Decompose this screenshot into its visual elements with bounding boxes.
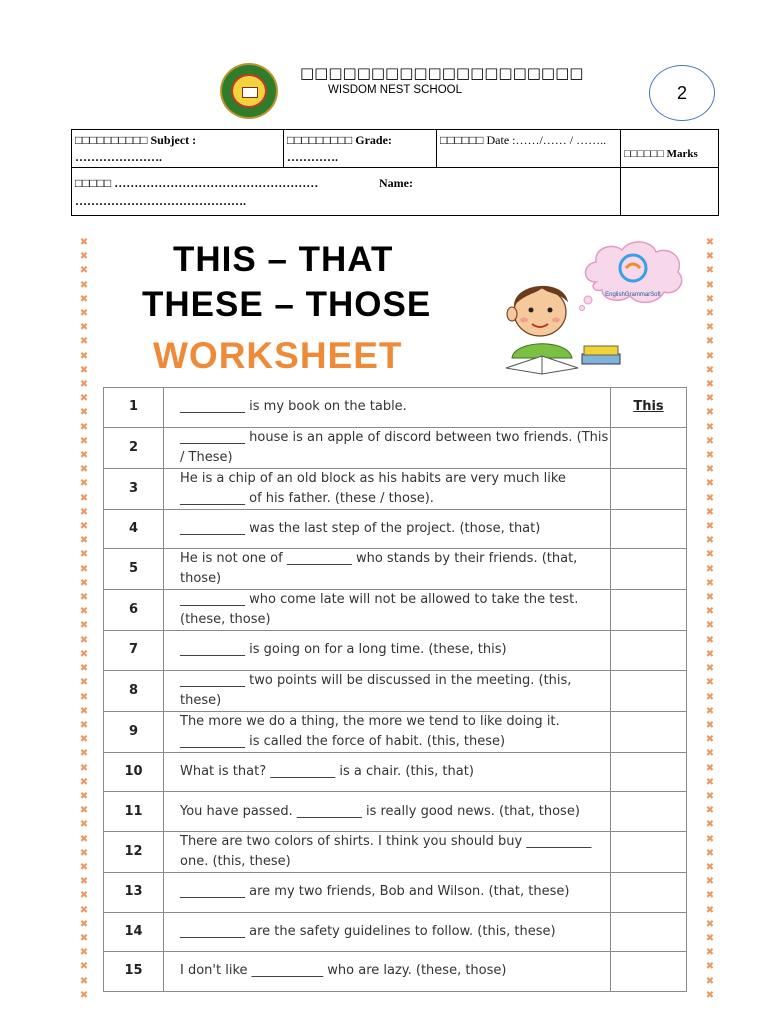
table-row: [104, 872, 687, 912]
left-border-decoration: ✖ ✖ ✖ ✖ ✖ ✖ ✖ ✖ ✖ ✖ ✖ ✖ ✖ ✖ ✖ ✖ ✖ ✖ ✖ ✖ ✖ ✖ ✖ ✖ ✖ ✖ ✖ ✖ ✖ ✖ ✖ ✖ ✖ ✖ ✖ ✖ ✖ ✖ ✖ ✖ ✖ ✖ ✖ ✖ ✖ ✖ ✖ ✖ ✖ ✖ ✖ ✖ ✖ ✖: [79, 237, 89, 1001]
table-row: [104, 427, 687, 468]
question-number: 11: [104, 792, 164, 832]
student-reading-icon: [498, 272, 628, 376]
answer-cell[interactable]: [611, 631, 687, 671]
question-text: What is that? __________ is a chair. (this, that): [164, 752, 611, 792]
worksheet-title-line3: WORKSHEET: [153, 335, 403, 376]
name-label: Name:: [379, 176, 413, 190]
school-name-native: □□□□□□□□□□□□□□□□□□□□: [300, 64, 584, 82]
question-text: You have passed. __________ is really good news. (that, those): [164, 792, 611, 832]
right-border-decoration: ✖ ✖ ✖ ✖ ✖ ✖ ✖ ✖ ✖ ✖ ✖ ✖ ✖ ✖ ✖ ✖ ✖ ✖ ✖ ✖ ✖ ✖ ✖ ✖ ✖ ✖ ✖ ✖ ✖ ✖ ✖ ✖ ✖ ✖ ✖ ✖ ✖ ✖ ✖ ✖ ✖ ✖ ✖ ✖ ✖ ✖ ✖ ✖ ✖ ✖ ✖ ✖ ✖ ✖: [705, 237, 715, 1001]
question-text: __________ is my book on the table.: [164, 388, 611, 428]
question-text: There are two colors of shirts. I think you should buy __________ one. (this, these): [164, 831, 611, 872]
school-logo: [220, 63, 278, 119]
table-row: [104, 831, 687, 872]
answer-cell[interactable]: [611, 468, 687, 509]
table-row: [104, 590, 687, 631]
page-number: 2: [649, 65, 715, 121]
answer-cell[interactable]: [611, 427, 687, 468]
question-number: 1: [104, 388, 164, 428]
answer-cell[interactable]: [611, 752, 687, 792]
answer-cell[interactable]: This: [611, 388, 687, 428]
date-field[interactable]: □□□□□□ Date :……/…… / ……..: [440, 133, 607, 147]
table-row: [104, 670, 687, 711]
marks-label: □□□□□□ Marks: [624, 148, 698, 160]
answer-cell[interactable]: [611, 952, 687, 992]
answer-cell[interactable]: [611, 792, 687, 832]
question-number: 5: [104, 549, 164, 590]
answer-cell[interactable]: [611, 912, 687, 952]
question-text: __________ who come late will not be allowed to take the test. (these, those): [164, 590, 611, 631]
answer-cell[interactable]: [611, 549, 687, 590]
question-number: 8: [104, 670, 164, 711]
table-row: [104, 388, 687, 428]
answer-cell[interactable]: [611, 831, 687, 872]
question-number: 14: [104, 912, 164, 952]
question-text: __________ house is an apple of discord between two friends. (This / These): [164, 427, 611, 468]
question-text: He is not one of __________ who stands by their friends. (that, those): [164, 549, 611, 590]
answer-cell[interactable]: [611, 711, 687, 752]
question-number: 6: [104, 590, 164, 631]
table-row: [104, 631, 687, 671]
question-number: 13: [104, 872, 164, 912]
book-icon: [242, 87, 258, 98]
question-number: 12: [104, 831, 164, 872]
answer-cell[interactable]: [611, 590, 687, 631]
name-native-field[interactable]: □□□□□ ……………………………………………: [75, 176, 319, 190]
subject-field[interactable]: □□□□□□□□□□ Subject : ………………….: [75, 133, 197, 164]
question-number: 7: [104, 631, 164, 671]
school-name: WISDOM NEST SCHOOL: [328, 84, 462, 96]
answer-cell[interactable]: [611, 670, 687, 711]
logo-emblem-icon: [231, 74, 267, 108]
question-number: 10: [104, 752, 164, 792]
question-text: __________ was the last step of the project. (those, that): [164, 509, 611, 549]
question-text: I don't like ___________ who are lazy. (these, those): [164, 952, 611, 992]
table-row: [104, 952, 687, 992]
question-text: __________ is going on for a long time. (these, this): [164, 631, 611, 671]
question-text: __________ two points will be discussed in the meeting. (this, these): [164, 670, 611, 711]
brand-text: EnglishGrammarSoft: [605, 292, 661, 298]
table-row: [104, 792, 687, 832]
student-info-table: [71, 129, 719, 216]
question-number: 4: [104, 509, 164, 549]
table-row: [104, 912, 687, 952]
question-text: He is a chip of an old block as his habits are very much like __________ of his father. (these / those).: [164, 468, 611, 509]
name-field[interactable]: …………………………………….: [75, 194, 246, 208]
answer-cell[interactable]: [611, 872, 687, 912]
question-text: __________ are the safety guidelines to follow. (this, these): [164, 912, 611, 952]
table-row: [104, 711, 687, 752]
table-row: [104, 752, 687, 792]
grade-field[interactable]: □□□□□□□□□ Grade: ………….: [287, 133, 392, 164]
table-row: [104, 509, 687, 549]
table-row: [104, 468, 687, 509]
question-number: 15: [104, 952, 164, 992]
question-number: 2: [104, 427, 164, 468]
question-text: __________ are my two friends, Bob and Wilson. (that, these): [164, 872, 611, 912]
exercise-table: [103, 387, 687, 992]
question-number: 3: [104, 468, 164, 509]
worksheet-title-line1: THIS – THAT: [173, 240, 394, 279]
answer-cell[interactable]: [611, 509, 687, 549]
table-row: [104, 549, 687, 590]
question-number: 9: [104, 711, 164, 752]
question-text: The more we do a thing, the more we tend to like doing it. __________ is called the force of habit. (this, these): [164, 711, 611, 752]
worksheet-title-line2: THESE – THOSE: [142, 285, 432, 324]
